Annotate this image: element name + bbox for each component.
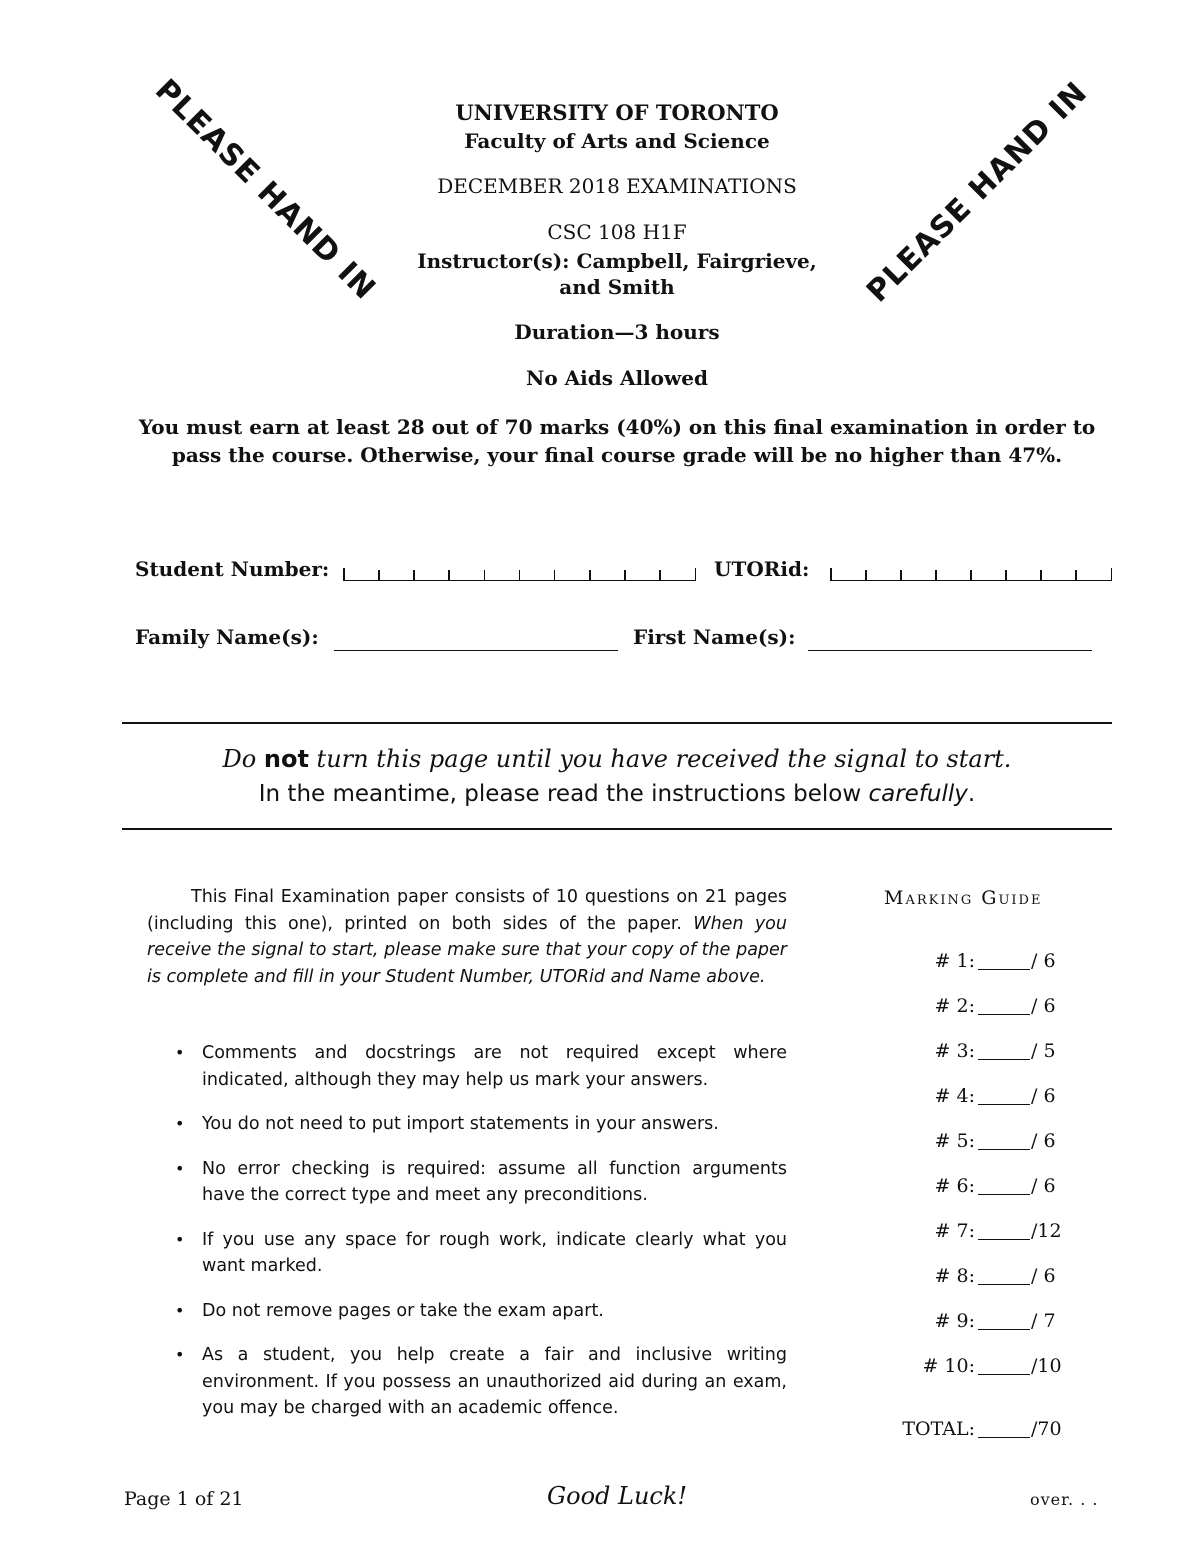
carefully-emphasis: carefully [868, 781, 968, 807]
box-divider [624, 570, 626, 580]
question-number: # 5: [934, 1130, 975, 1152]
exam-session: DECEMBER 2018 EXAMINATIONS [437, 174, 797, 198]
question-max-marks: / 6 [1031, 1085, 1056, 1107]
instruction-item: • No error checking is required: assume all function arguments have the correct type and meet any preconditions. [175, 1156, 787, 1209]
box-divider [900, 570, 902, 580]
total-score-blank[interactable] [978, 1437, 1030, 1438]
question-number: # 6: [934, 1175, 975, 1197]
box-divider [830, 568, 832, 580]
box-divider [343, 568, 345, 580]
score-blank[interactable] [978, 1374, 1030, 1375]
box-divider [659, 570, 661, 580]
utorid-field[interactable] [830, 566, 1112, 581]
score-blank[interactable] [978, 1239, 1030, 1240]
question-number: # 2: [934, 995, 975, 1017]
question-max-marks: / 6 [1031, 995, 1056, 1017]
course-code: CSC 108 H1F [547, 220, 687, 244]
box-divider [1005, 570, 1007, 580]
top-divider [122, 722, 1112, 724]
question-number: # 7: [934, 1220, 975, 1242]
read-instructions-note: In the meantime, please read the instructions below carefully. [258, 781, 976, 807]
good-luck-message: Good Luck! [546, 1482, 688, 1510]
student-number-label: Student Number: [135, 557, 330, 581]
aids-allowed: No Aids Allowed [526, 366, 708, 390]
university-name: UNIVERSITY OF TORONTO [455, 100, 779, 125]
box-divider [519, 570, 521, 580]
score-blank[interactable] [978, 1014, 1030, 1015]
first-name-label: First Name(s): [633, 625, 796, 649]
faculty-name: Faculty of Arts and Science [464, 129, 770, 153]
score-blank[interactable] [978, 1329, 1030, 1330]
question-max-marks: /12 [1031, 1220, 1062, 1242]
box-divider [970, 570, 972, 580]
box-divider [554, 570, 556, 580]
question-number: # 1: [934, 950, 975, 972]
exam-intro-paragraph: This Final Examination paper consists of 10 questions on 21 pages (including this one), printed on both sides of the paper. When you receive the signal to start, please make sure that your copy of the paper is complete and fill in your Student Number, UTORid and Name above. [147, 887, 787, 987]
box-divider [589, 570, 591, 580]
score-blank[interactable] [978, 1194, 1030, 1195]
instructors-line-2: and Smith [559, 275, 675, 299]
total-label: TOTAL: [902, 1418, 975, 1440]
box-divider [1040, 570, 1042, 580]
marking-guide-title: Marking Guide [884, 887, 1043, 909]
score-blank[interactable] [978, 1104, 1030, 1105]
question-number: # 3: [934, 1040, 975, 1062]
instruction-item: • If you use any space for rough work, indicate clearly what you want marked. [175, 1227, 787, 1280]
question-number: # 4: [934, 1085, 975, 1107]
box-divider [935, 570, 937, 580]
question-max-marks: / 6 [1031, 950, 1056, 972]
first-name-field[interactable] [808, 650, 1092, 651]
question-number: # 10: [922, 1355, 975, 1377]
student-number-field[interactable] [343, 566, 696, 581]
instruction-item: • Comments and docstrings are not required except where indicated, although they may help us mark your answers. [175, 1040, 787, 1093]
score-blank[interactable] [978, 1149, 1030, 1150]
page-number: Page 1 of 21 [124, 1488, 244, 1510]
question-number: # 9: [934, 1310, 975, 1332]
box-divider [448, 570, 450, 580]
family-name-label: Family Name(s): [135, 625, 319, 649]
instruction-item: • As a student, you help create a fair and inclusive writing environment. If you possess an unauthorized aid during an exam, you may be charged with an academic offence. [175, 1342, 787, 1422]
family-name-field[interactable] [334, 650, 618, 651]
question-max-marks: / 5 [1031, 1040, 1056, 1062]
question-max-marks: / 6 [1031, 1175, 1056, 1197]
utorid-label: UTORid: [714, 557, 810, 581]
score-blank[interactable] [978, 1059, 1030, 1060]
question-max-marks: /10 [1031, 1355, 1062, 1377]
box-divider [413, 570, 415, 580]
box-divider [695, 568, 697, 580]
pass-requirement-note: You must earn at least 28 out of 70 marks (40%) on this final examination in order to pass the course. Otherwise, your final course grade will be no higher than 47%. [138, 415, 1096, 467]
total-max-marks: /70 [1031, 1418, 1062, 1440]
signal-not-emphasis: not [263, 745, 309, 773]
instruction-item: • You do not need to put import statements in your answers. [175, 1111, 787, 1138]
box-divider [1075, 570, 1077, 580]
question-max-marks: / 6 [1031, 1130, 1056, 1152]
instruction-item: • Do not remove pages or take the exam apart. [175, 1298, 787, 1325]
box-divider [865, 570, 867, 580]
score-blank[interactable] [978, 969, 1030, 970]
exam-duration: Duration—3 hours [514, 320, 720, 344]
please-hand-in-stamp-right: PLEASE HAND IN [860, 75, 1095, 310]
please-hand-in-stamp-left: PLEASE HAND IN [148, 72, 383, 307]
box-divider [484, 570, 486, 580]
box-divider [1111, 568, 1113, 580]
instructions-list [175, 1040, 787, 1422]
question-max-marks: / 7 [1031, 1310, 1056, 1332]
box-divider [378, 570, 380, 580]
question-number: # 8: [934, 1265, 975, 1287]
signal-warning: Do not turn this page until you have received the signal to start. [222, 745, 1012, 773]
bottom-divider [122, 828, 1112, 830]
instructors-line-1: Instructor(s): Campbell, Fairgrieve, [417, 249, 817, 273]
score-blank[interactable] [978, 1284, 1030, 1285]
continue-over-note: over. . . [1030, 1490, 1099, 1509]
question-max-marks: / 6 [1031, 1265, 1056, 1287]
